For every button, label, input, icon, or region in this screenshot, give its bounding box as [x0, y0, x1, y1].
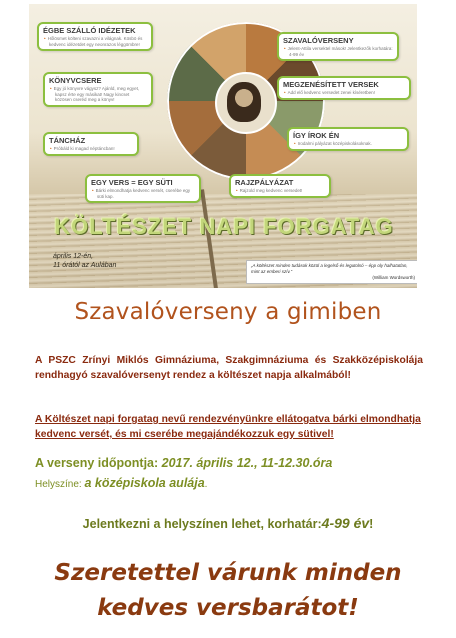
- activity-box-title: MEGZENÉSÍTETT VERSEK: [283, 80, 379, 89]
- activity-box-title: TÁNCHÁZ: [49, 136, 86, 145]
- event-paragraph: A Költészet napi forgatag nevű rendezvényünkre ellátogatva bárki elmondhatja kedvenc versét, és mi cserébe megajándékozzuk egy sütivel!: [35, 414, 421, 440]
- venue-label: Helyszíne:: [35, 479, 85, 490]
- venue: [35, 476, 207, 490]
- page-heading: Szavalóverseny a gimiben: [74, 299, 382, 325]
- activity-box-title: ÍGY ÍROK ÉN: [293, 131, 340, 140]
- activity-box-drawing-contest: [229, 174, 331, 198]
- activity-box-text: • Hőlösmet költeni szavazni a világnak. Kösbö és kedvenc idézetdet egy neonrazos léggömbre!: [39, 36, 151, 49]
- quote-text: „A költészet minden tudások közül a legelső és legutolsó – épp oly halhatatlan, mint az emberi szív.”: [251, 263, 408, 274]
- activity-box-poem-cookie: [85, 174, 201, 203]
- competition-date: [35, 456, 332, 470]
- activity-box-text: • Egy jó könyvre vágysz? Ajánld, meg egyet, kapsz érte egy másikat! Nagy kincset közösen cseréd meg a könyv!: [45, 86, 151, 105]
- closing-line-2: [0, 595, 456, 621]
- activity-box-text: • Bárki elmondhatja kedvenc versét, cserébe egy süti kap.: [87, 188, 199, 201]
- activity-box-musical-poems: [277, 76, 411, 100]
- activity-box-title: ÉGBE SZÁLLÓ IDÉZETEK: [43, 26, 136, 35]
- closing-line-1: Szeretettel várunk minden: [54, 560, 402, 586]
- date-label: A verseny időpontja:: [35, 456, 162, 470]
- activity-box-text: • Rajzold meg kedvenc versedet!: [231, 188, 329, 196]
- registration-suffix: !: [369, 517, 374, 531]
- poet-portrait: [227, 82, 261, 122]
- activity-box-how-i-write: [287, 127, 409, 151]
- quote-author: (William Wordsworth): [372, 275, 415, 280]
- registration-label: Jelentkezni a helyszínen lehet, korhatár:: [82, 517, 322, 531]
- activity-box-text: • Jelent-Attila versektel mások! Jelentkezők korhatára: 4-99 év: [279, 46, 397, 59]
- wordsworth-quote: [246, 260, 417, 284]
- banner-date: [53, 252, 116, 270]
- closing-suffix: !: [348, 595, 359, 621]
- activity-box-text: • Irodalmi pályázat középiskolásoknak.: [289, 141, 407, 149]
- registration-info: [0, 515, 456, 531]
- activity-box-text: • Próbáld ki magad néptáncban!: [45, 146, 137, 154]
- activity-box-title: SZAVALÓVERSENY: [283, 36, 354, 45]
- activity-box-recitation: [277, 32, 399, 61]
- venue-suffix: .: [204, 479, 208, 490]
- activity-box-text: • Add elő kedvenc versedet zenei kíséretben!: [279, 90, 409, 98]
- closing-line-2-text: kedves versbarátot: [97, 595, 349, 621]
- poster-banner: [29, 4, 417, 288]
- banner-title: KÖLTÉSZET NAPI FORGATAG: [54, 214, 394, 239]
- age-limit-value: 4-99 év: [321, 515, 370, 531]
- activity-box-title: EGY VERS = EGY SÜTI: [91, 178, 173, 187]
- activity-box-dance-house: [43, 132, 139, 156]
- venue-value: a középiskola aulája: [84, 476, 205, 490]
- date-value: 2017. április 12., 11-12.30.óra: [161, 456, 333, 470]
- activity-box-book-swap: [43, 72, 153, 107]
- activity-box-title: KÖNYVCSERE: [49, 76, 102, 85]
- activity-box-title: RAJZPÁLYÁZAT: [235, 178, 294, 187]
- activity-box-quotes: [37, 22, 153, 51]
- intro-paragraph: A PSZC Zrínyi Miklós Gimnáziuma, Szakgimnáziuma és Szakközépiskolája rendhagyó szavalóversenyt rendez a költészet napja alkalmából!: [35, 355, 423, 381]
- banner-date-line2: 11 órától az Aulában: [53, 262, 117, 269]
- banner-date-line1: április 12-én,: [53, 253, 94, 260]
